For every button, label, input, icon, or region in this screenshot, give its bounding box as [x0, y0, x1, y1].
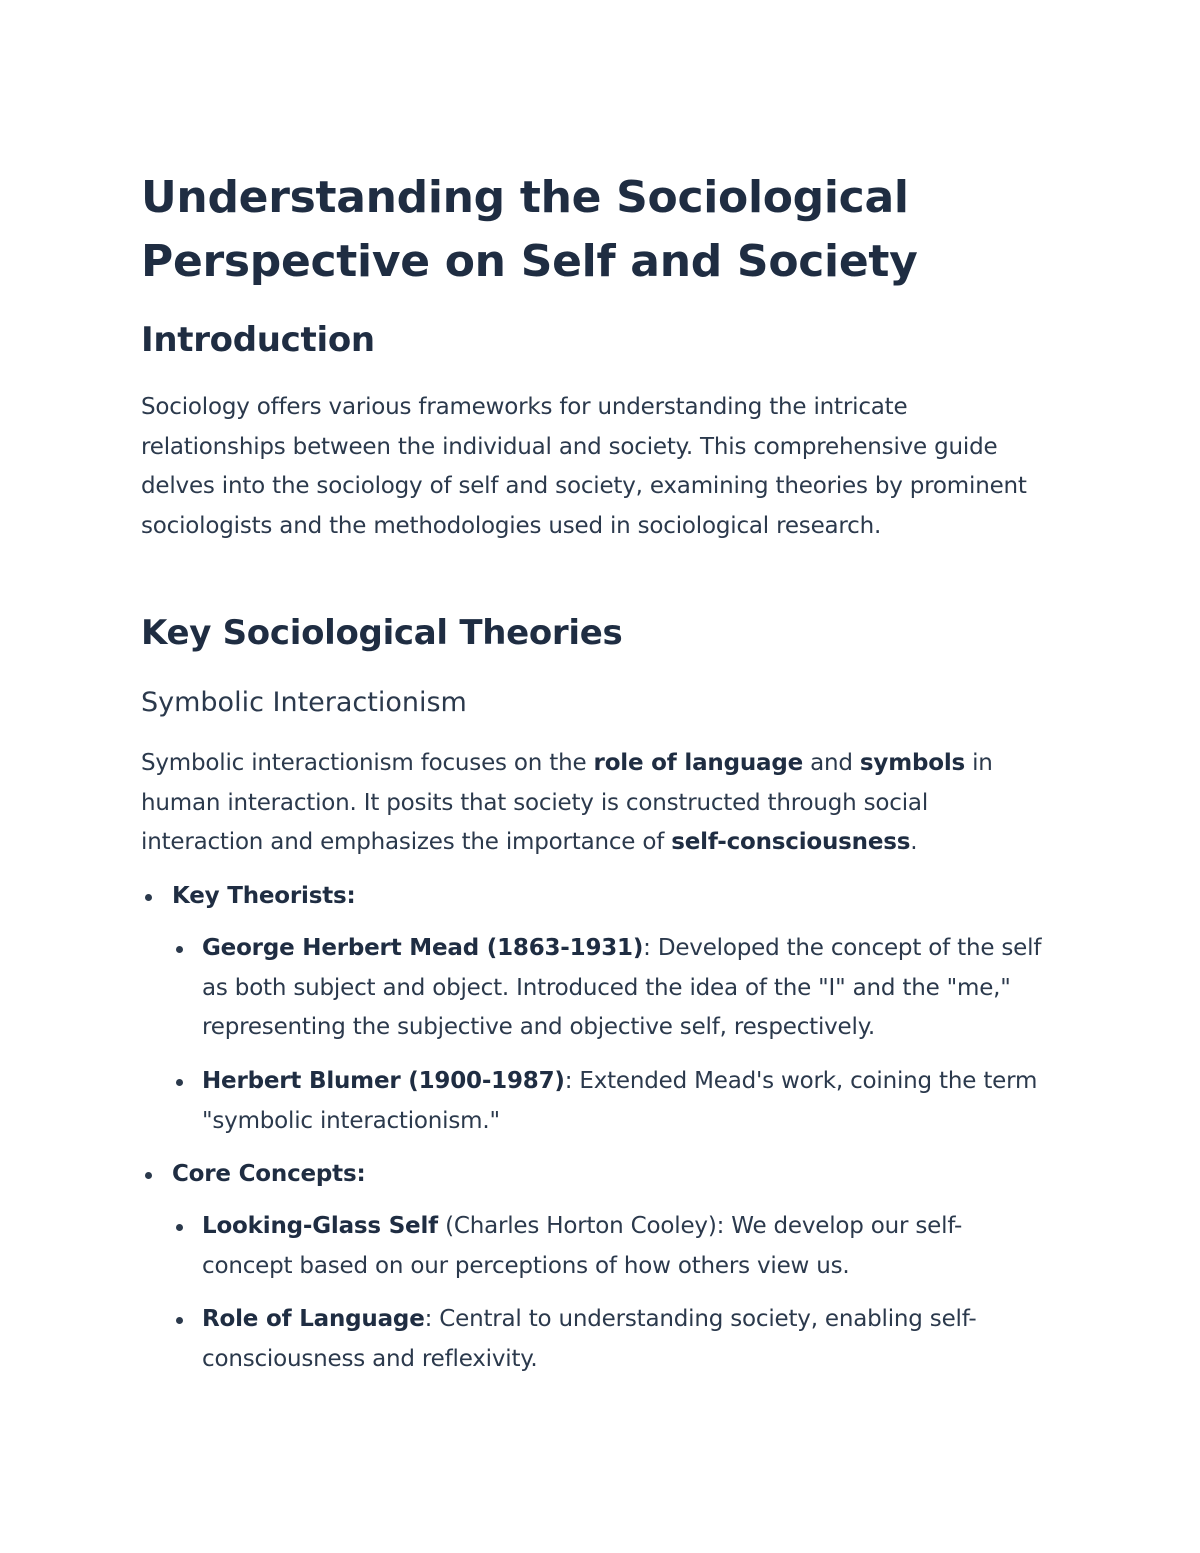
concept-description: : Central to understanding society, enabling self-consciousness and reflexivity.: [202, 1306, 977, 1372]
core-concepts-label: Core Concepts:: [172, 1161, 366, 1187]
symbolic-interactionism-paragraph: [141, 744, 1051, 863]
theorist-name: George Herbert Mead (1863-1931): [202, 935, 644, 961]
introduction-paragraph: Sociology offers various frameworks for understanding the intricate relationships between the individual and society. This comprehensive guide delves into the sociology of self and society, examining theories by prominent sociologists and the methodologies used in sociological research.: [141, 394, 1027, 539]
symbolic-interactionism-heading: Symbolic Interactionism: [141, 687, 467, 718]
page-title: Understanding the Sociological Perspective on Self and Society: [141, 172, 918, 287]
theorist-description: : Extended Mead's work, coining the term "symbolic interactionism.": [202, 1068, 1038, 1134]
key-theories-heading: Key Sociological Theories: [141, 613, 623, 653]
bullet-icon: [176, 1224, 183, 1231]
paragraph-text: .: [910, 829, 918, 855]
bullet-icon: [176, 946, 183, 953]
introduction-heading: Introduction: [141, 320, 375, 360]
bold-term: symbols: [859, 750, 965, 776]
paragraph-text: Symbolic interactionism focuses on the: [141, 750, 594, 776]
bold-term: self-consciousness: [671, 829, 911, 855]
concept-name: Looking-Glass Self: [202, 1213, 438, 1239]
bullet-icon: [145, 894, 152, 901]
concept-description: (Charles Horton Cooley): We develop our self-concept based on our perceptions of how others view us.: [202, 1213, 963, 1279]
paragraph-text: and: [803, 750, 860, 776]
bullet-icon: [145, 1172, 152, 1179]
key-theorists-label: Key Theorists:: [172, 883, 356, 909]
bold-term: role of language: [593, 750, 803, 776]
concept-entry: [202, 1300, 1052, 1379]
bullet-icon: [176, 1317, 183, 1324]
theorist-description: : Developed the concept of the self as both subject and object. Introduced the idea of the "I" and the "me," representing the subjective and objective self, respectively.: [202, 935, 1042, 1040]
paragraph-text: in human interaction. It posits that society is constructed through social interaction and emphasizes the importance of: [141, 750, 993, 855]
theorist-entry: [202, 929, 1052, 1048]
theorist-entry: [202, 1062, 1052, 1141]
concept-entry: [202, 1207, 1052, 1286]
concept-name: Role of Language: [202, 1306, 425, 1332]
theorist-name: Herbert Blumer (1900-1987): [202, 1068, 565, 1094]
bullet-icon: [176, 1079, 183, 1086]
